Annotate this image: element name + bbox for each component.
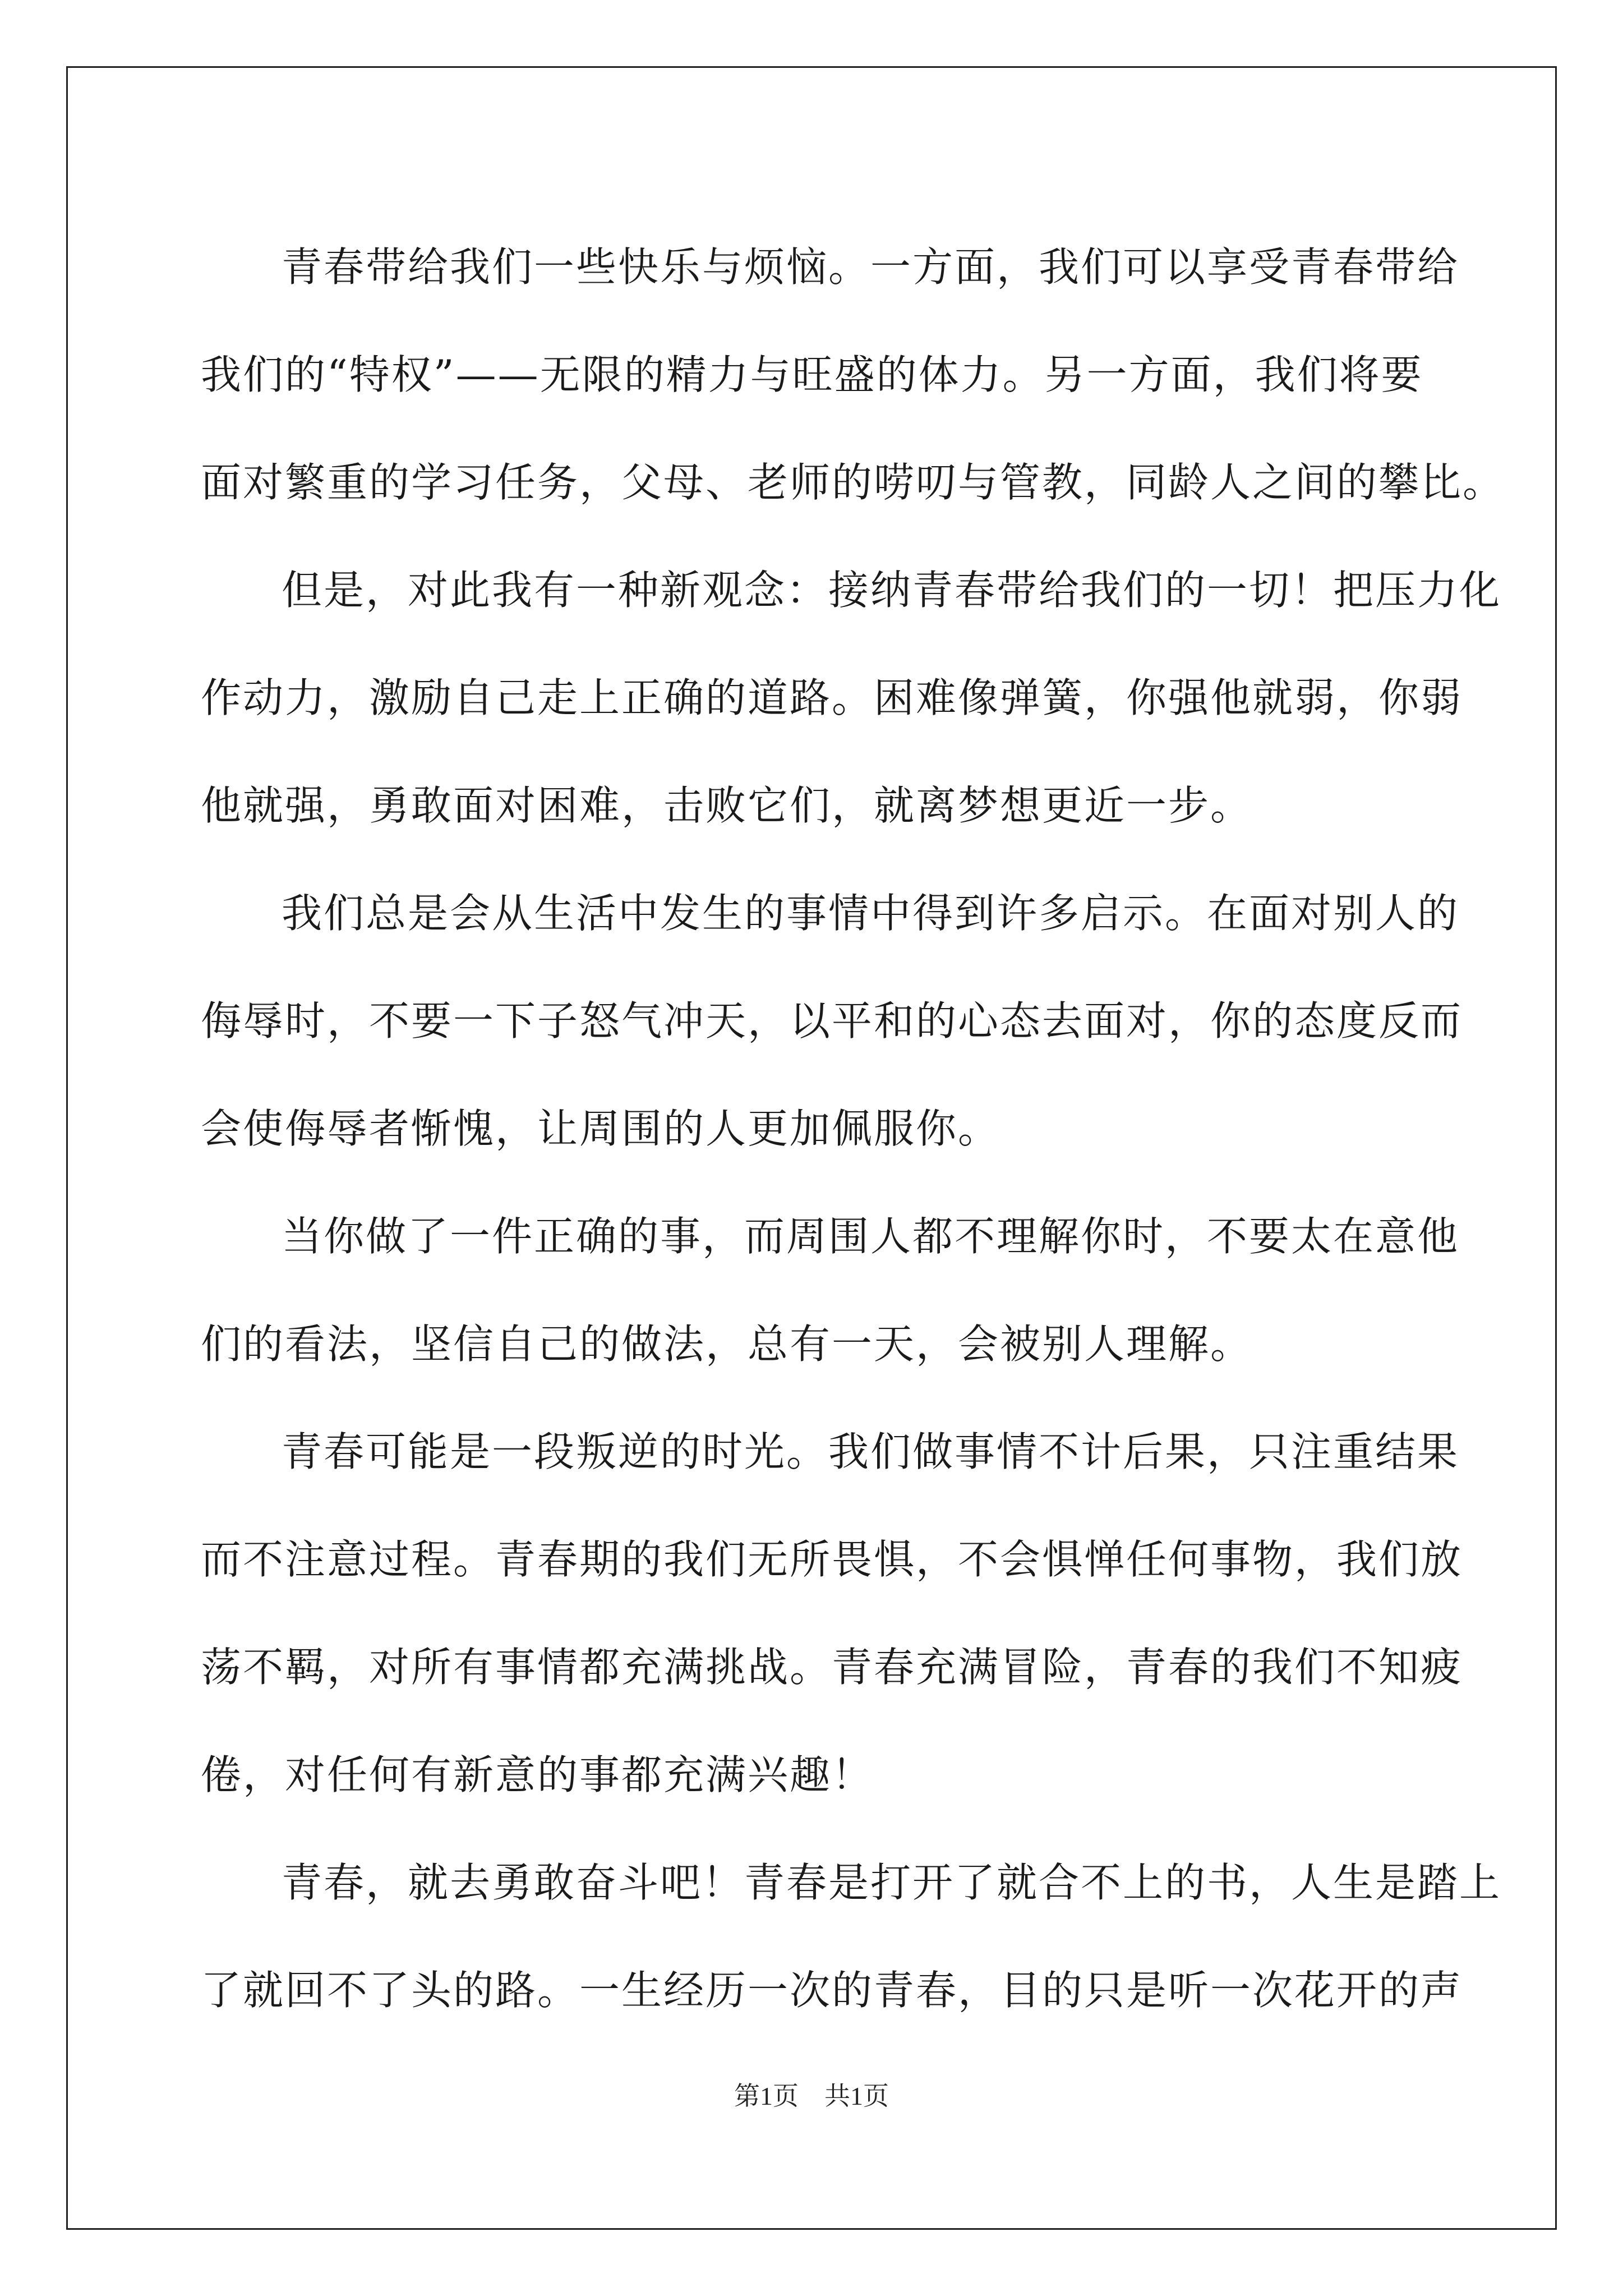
paragraph-3 [201,859,1463,1182]
text-line: 青春带给我们一些快乐与烦恼。一方面，我们可以享受青春带给 [282,243,1460,291]
text-line: 我们总是会从生活中发生的事情中得到许多启示。在面对别人的 [282,890,1460,937]
paragraph-5 [201,1398,1463,1829]
paragraph-6 [201,1829,1502,2044]
text-line: 但是，对此我有一种新观念：接纳青春带给我们的一切！把压力化 [282,567,1502,614]
text-line: 而不注意过程。青春期的我们无所畏惧，不会惧惮任何事物，我们放 [201,1536,1463,1583]
paragraph-1 [201,213,1505,536]
text-line: 我们的“特权”——无限的精力与旺盛的体力。另一方面，我们将要 [201,351,1423,398]
paragraph-2 [201,536,1502,859]
document-body [201,213,1505,2044]
text-line: 会使侮辱者惭愧，让周围的人更加佩服你。 [201,1105,1000,1152]
text-line: 倦，对任何有新意的事都充满兴趣！ [201,1751,874,1798]
page-number-footer: 第1页 共1页 [734,2082,889,2110]
text-line: 他就强，勇敢面对困难，击败它们，就离梦想更近一步。 [201,782,1253,829]
text-line: 荡不羁，对所有事情都充满挑战。青春充满冒险，青春的我们不知疲 [201,1644,1463,1691]
text-line: 青春可能是一段叛逆的时光。我们做事情不计后果，只注重结果 [282,1428,1460,1475]
paragraph-4 [201,1182,1460,1398]
text-line: 们的看法，坚信自己的做法，总有一天，会被别人理解。 [201,1320,1253,1368]
text-line: 面对繁重的学习任务，父母、老师的唠叨与管教，同龄人之间的攀比。 [201,459,1505,506]
text-line: 当你做了一件正确的事，而周围人都不理解你时，不要太在意他 [282,1213,1460,1260]
text-line: 侮辱时，不要一下子怒气冲天，以平和的心态去面对，你的态度反而 [201,997,1463,1045]
text-line: 青春，就去勇敢奋斗吧！青春是打开了就合不上的书，人生是踏上 [282,1859,1502,1906]
text-line: 了就回不了头的路。一生经历一次的青春，目的只是听一次花开的声 [201,1967,1463,2014]
text-line: 作动力，激励自己走上正确的道路。困难像弹簧，你强他就弱，你弱 [201,674,1463,721]
